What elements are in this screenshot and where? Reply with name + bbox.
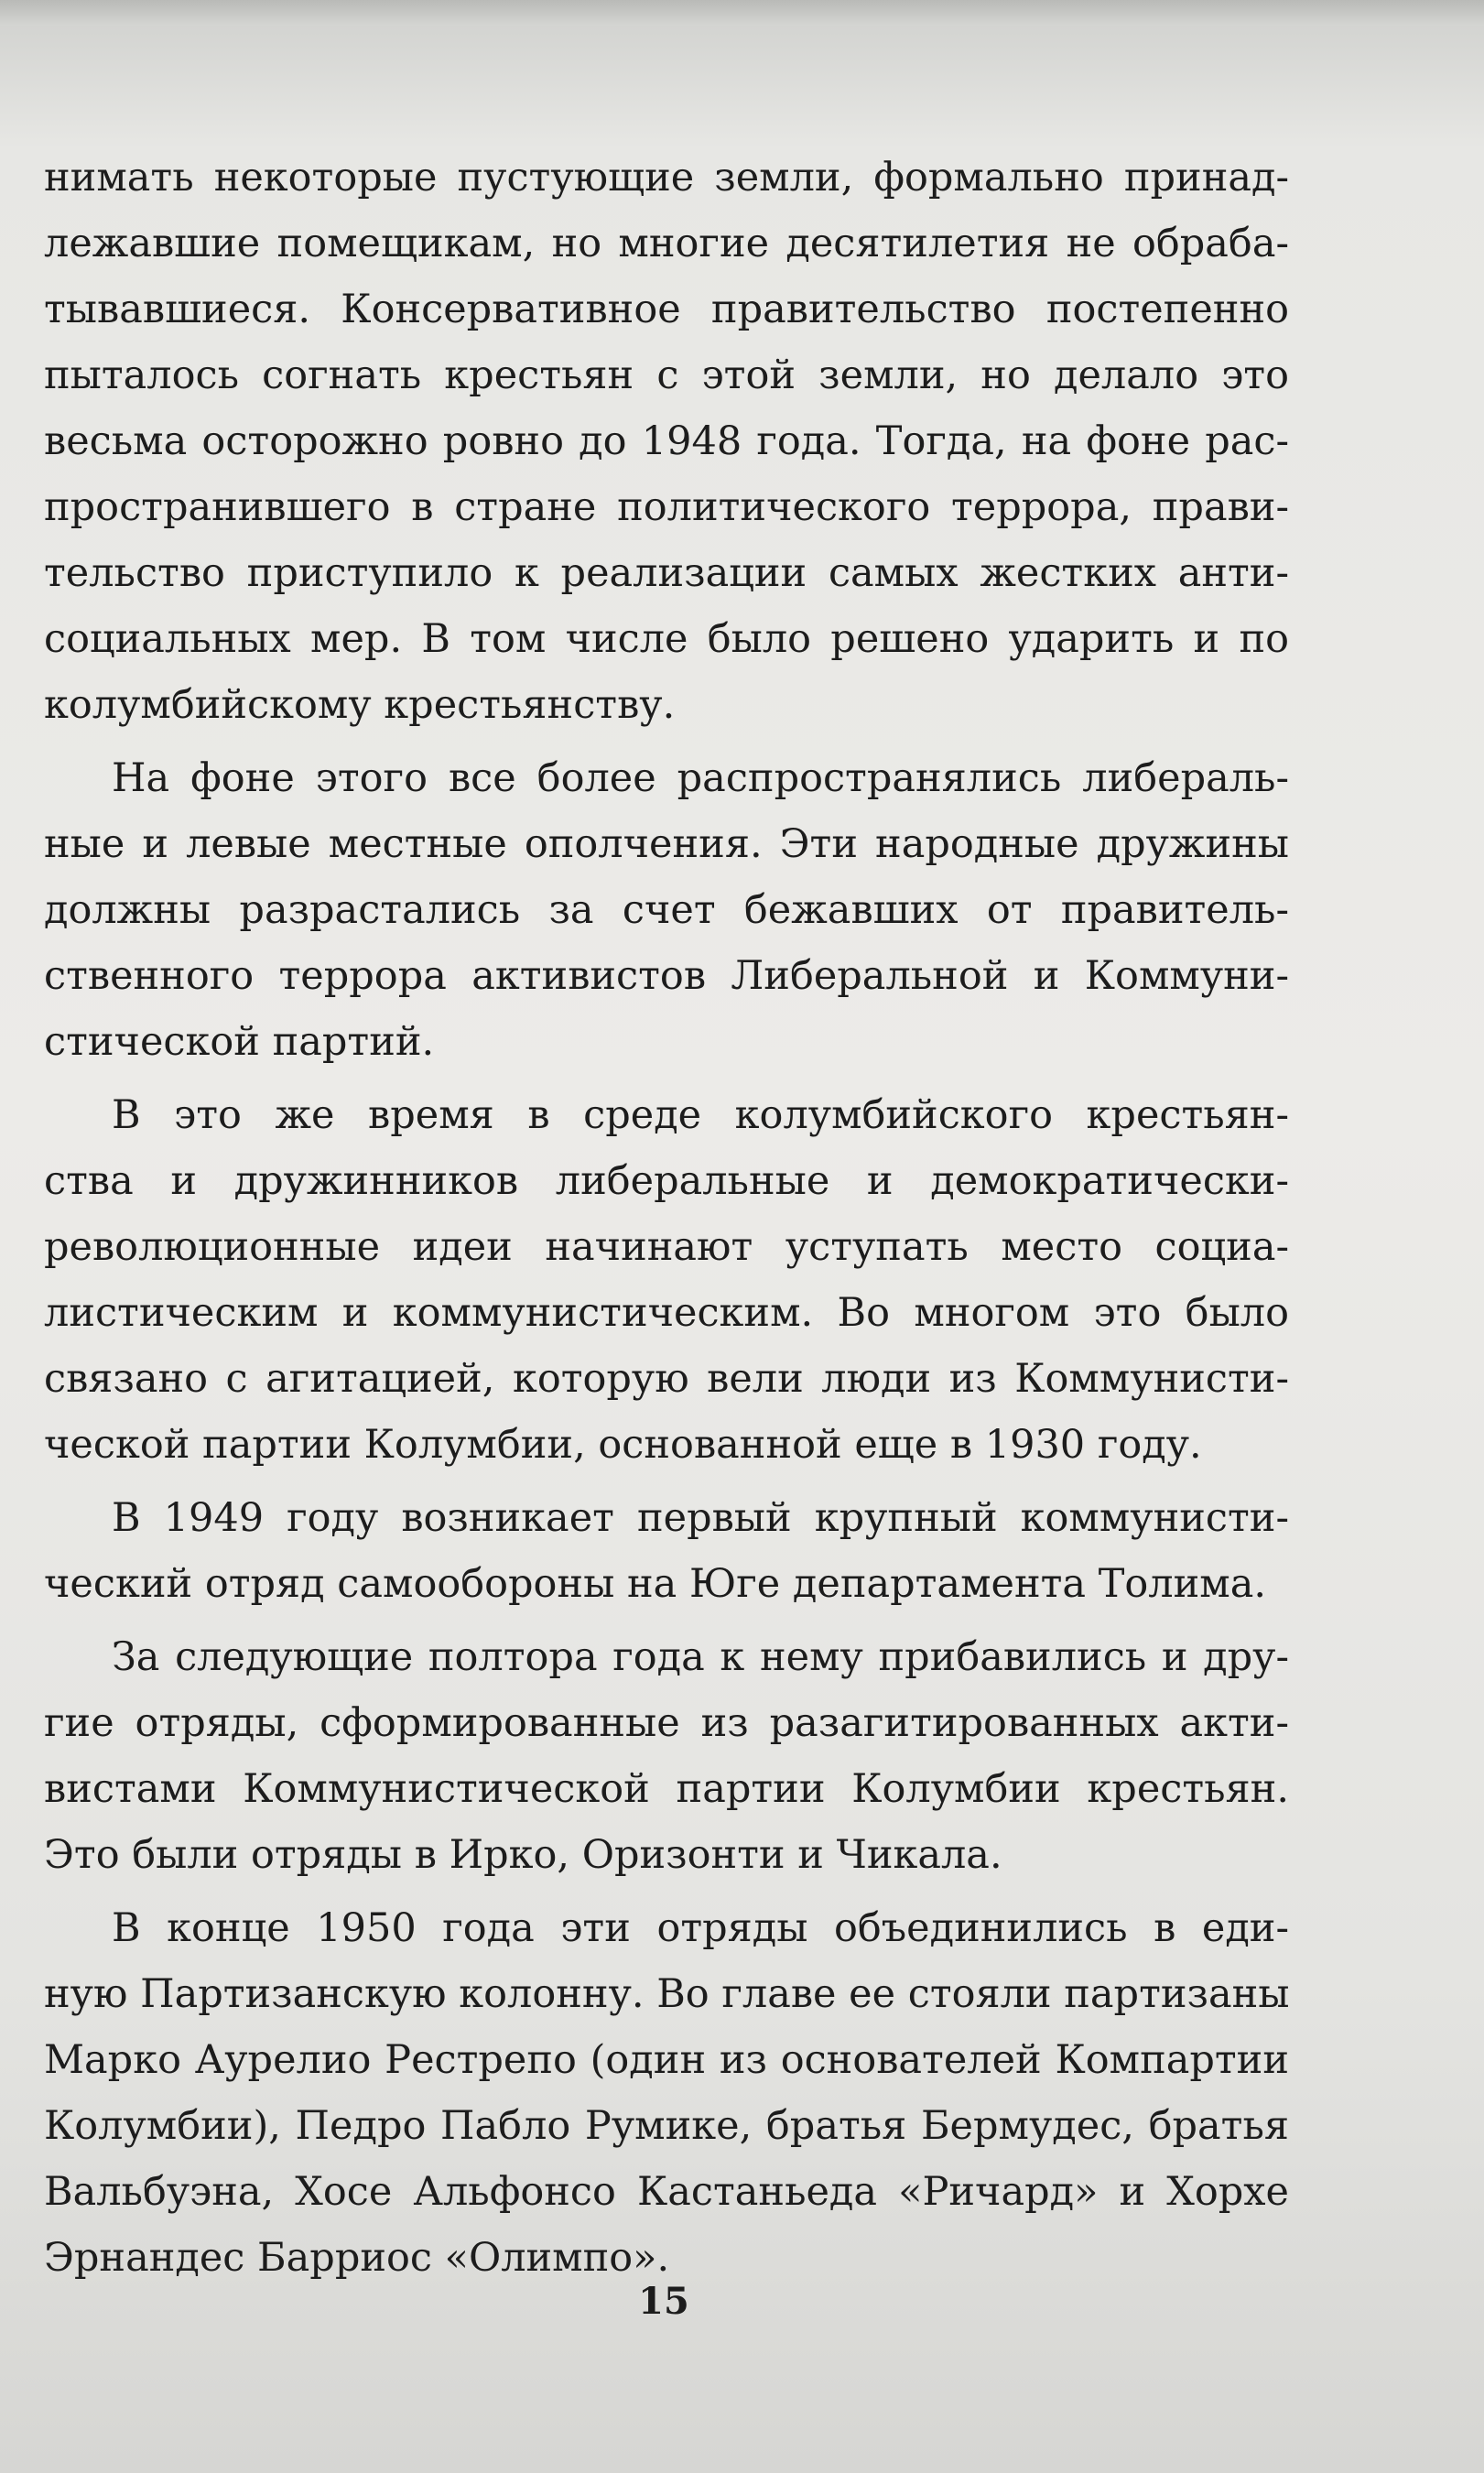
text-line: должны разрастались за счет бежавших от правитель- (44, 887, 1289, 933)
text-line: вистами Коммунистической партии Колумбии крестьян. (44, 1766, 1289, 1812)
text-line: тельство приступило к реализации самых жестких анти- (44, 550, 1289, 596)
text-line: колумбийскому крестьянству. (44, 682, 676, 728)
text-line: В конце 1950 года эти отряды объединились в еди- (112, 1905, 1289, 1951)
text-line: ческой партии Колумбии, основанной еще в 1930 году. (44, 1422, 1202, 1468)
text-line: социальных мер. В том числе было решено ударить и по (44, 616, 1289, 662)
text-line: ческий отряд самообороны на Юге департамента Толима. (44, 1561, 1267, 1607)
text-line: ственного террора активистов Либеральной и Коммуни- (44, 953, 1289, 999)
text-line: Эрнандес Барриос «Олимпо». (44, 2235, 670, 2281)
text-line: листическим и коммунистическим. Во многом это было (44, 1290, 1289, 1336)
text-line: тывавшиеся. Консервативное правительство постепенно (44, 287, 1289, 332)
text-line: ные и левые местные ополчения. Эти народные дружины (44, 821, 1289, 867)
page-top-edge (0, 0, 1484, 26)
text-line: Вальбуэна, Хосе Альфонсо Кастаньеда «Ричард» и Хорхе (44, 2169, 1289, 2215)
text-line: ства и дружинников либеральные и демократически- (44, 1158, 1289, 1204)
text-line: стической партий. (44, 1019, 435, 1065)
text-line: связано с агитацией, которую вели люди из Коммунисти- (44, 1356, 1289, 1402)
paragraph-gap (44, 1888, 1289, 1895)
text-line: Марко Аурелио Рестрепо (один из основателей Компартии (44, 2037, 1289, 2083)
paragraph (44, 1485, 1289, 1617)
paragraph-gap (44, 1478, 1289, 1485)
paragraph-gap (44, 1617, 1289, 1624)
text-line: пространившего в стране политического террора, прави- (44, 484, 1289, 530)
text-line: весьма осторожно ровно до 1948 года. Тогда, на фоне рас- (44, 418, 1289, 464)
text-line: В это же время в среде колумбийского крестьян- (112, 1092, 1289, 1138)
text-line: революционные идеи начинают уступать место социа- (44, 1224, 1289, 1270)
page-number: 15 (638, 2280, 689, 2323)
paragraph (44, 1082, 1289, 1478)
paragraph (44, 1895, 1289, 2291)
text-line: Колумбии), Педро Пабло Румике, братья Бермудес, братья (44, 2103, 1289, 2149)
body-text (44, 145, 1289, 2291)
text-line: В 1949 году возникает первый крупный коммунисти- (112, 1495, 1289, 1541)
text-line: За следующие полтора года к нему прибавились и дру- (112, 1634, 1289, 1680)
paragraph-gap (44, 738, 1289, 745)
text-line: ную Партизанскую колонну. Во главе ее стояли партизаны (44, 1971, 1290, 2017)
text-line: нимать некоторые пустующие земли, формально принад- (44, 155, 1289, 201)
text-line: гие отряды, сформированные из разагитированных акти- (44, 1700, 1289, 1746)
text-line: лежавшие помещикам, но многие десятилетия не обраба- (44, 221, 1289, 266)
paragraph (44, 1624, 1289, 1888)
paragraph (44, 745, 1289, 1075)
text-line: На фоне этого все более распространялись либераль- (112, 755, 1289, 801)
paragraph (44, 145, 1289, 738)
text-line: пыталось согнать крестьян с этой земли, но делало это (44, 353, 1289, 398)
paragraph-gap (44, 1075, 1289, 1082)
text-line: Это были отряды в Ирко, Оризонти и Чикала. (44, 1832, 1002, 1878)
